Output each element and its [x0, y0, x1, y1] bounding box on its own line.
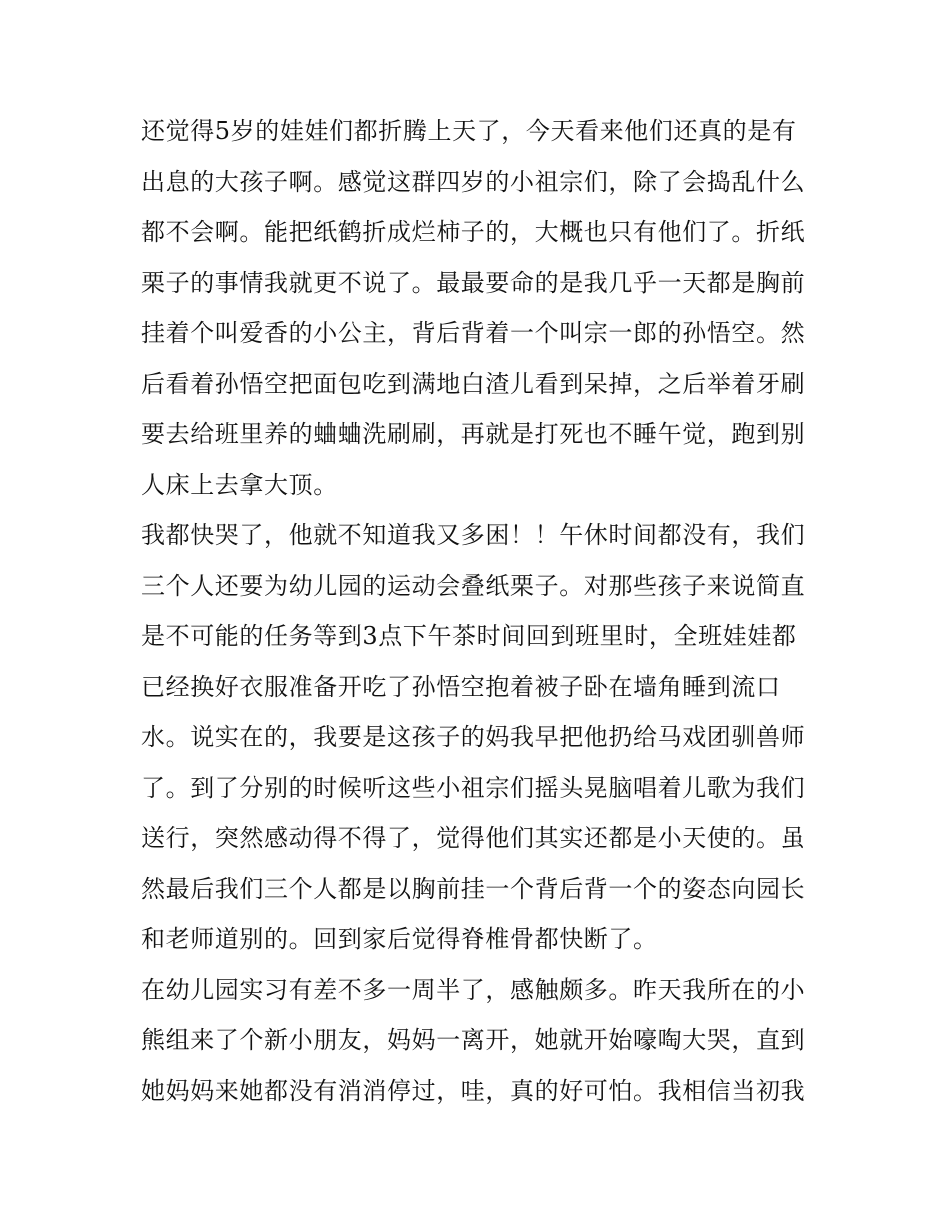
body-text	[141, 106, 813, 1116]
text-line: 已经换好衣服准备开吃了孙悟空抱着被子卧在墙角睡到流口	[141, 672, 781, 701]
text-line: 三个人还要为幼儿园的运动会叠纸栗子。对那些孩子来说简直	[141, 571, 806, 600]
text-line: 她妈妈来她都没有消消停过，哇，真的好可怕。我相信当初我	[141, 1076, 806, 1105]
text-line: 栗子的事情我就更不说了。最最要命的是我几乎一天都是胸前	[141, 268, 806, 297]
text-line: 水。说实在的，我要是这孩子的妈我早把他扔给马戏团驯兽师	[141, 723, 806, 751]
text-line: 出息的大孩子啊。感觉这群四岁的小祖宗们，除了会捣乱什么	[141, 167, 806, 196]
text-line: 然最后我们三个人都是以胸前挂一个背后背一个的姿态向园长	[141, 874, 806, 903]
text-line: 我都快哭了，他就不知道我又多困！！午休时间都没有，我们	[141, 521, 806, 549]
text-line: 送行，突然感动得不得了，觉得他们其实还都是小天使的。虽	[141, 824, 806, 852]
text-line: 是不可能的任务等到3点下午茶时间回到班里时，全班娃娃都	[141, 622, 797, 650]
text-line: 都不会啊。能把纸鹤折成烂柿子的，大概也只有他们了。折纸	[141, 218, 806, 246]
text-line: 和老师道别的。回到家后觉得脊椎骨都快断了。	[141, 925, 658, 953]
text-line: 在幼儿园实习有差不多一周半了，感触颇多。昨天我所在的小	[141, 975, 806, 1004]
text-line: 熊组来了个新小朋友，妈妈一离开，她就开始嚎啕大哭，直到	[141, 1026, 806, 1054]
text-line: 人床上去拿大顶。	[141, 470, 338, 499]
text-line: 后看着孙悟空把面包吃到满地白渣儿看到呆掉，之后举着牙刷	[141, 369, 806, 398]
text-line: 了。到了分别的时候听这些小祖宗们摇头晃脑唱着儿歌为我们	[141, 773, 806, 802]
text-line: 挂着个叫爱香的小公主，背后背着一个叫宗一郎的孙悟空。然	[141, 319, 806, 347]
text-line: 还觉得5岁的娃娃们都折腾上天了，今天看来他们还真的是有	[141, 117, 797, 145]
text-line: 要去给班里养的蛐蛐洗刷刷，再就是打死也不睡午觉，跑到别	[141, 420, 806, 448]
